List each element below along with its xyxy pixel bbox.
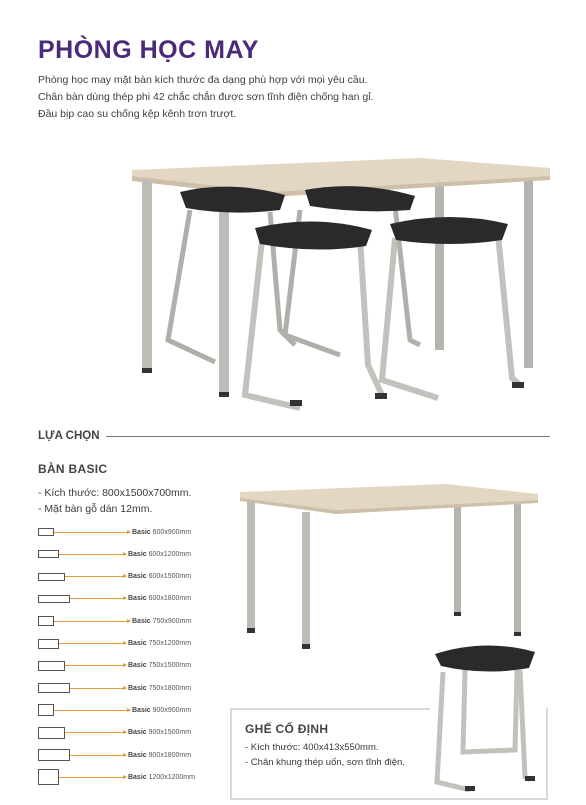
table-size-shape <box>38 550 59 558</box>
table-size-item <box>38 747 191 763</box>
size-value: 1200x1200mm <box>148 773 195 781</box>
size-brand: Basic <box>128 751 147 759</box>
size-brand: Basic <box>132 617 151 625</box>
arrow-icon <box>54 532 130 533</box>
size-brand: Basic <box>128 684 147 692</box>
table-size-item <box>38 725 191 741</box>
table-size-label <box>128 729 191 736</box>
table-size-shape <box>38 727 65 739</box>
arrow-icon <box>54 621 130 622</box>
arrow-icon <box>70 598 126 599</box>
table-size-shape <box>38 769 59 785</box>
size-value: 750x1800mm <box>148 684 192 692</box>
basic-table-image <box>236 482 546 652</box>
table-size-item <box>38 613 191 629</box>
size-value: 600x1500mm <box>148 573 192 581</box>
table-size-item <box>38 569 191 585</box>
fixed-chair-specs <box>245 740 405 770</box>
size-value: 600x1200mm <box>148 550 192 558</box>
table-size-shape <box>38 661 65 671</box>
table-size-item <box>38 591 191 607</box>
size-value: 900x1800mm <box>148 751 192 759</box>
size-brand: Basic <box>127 729 147 737</box>
arrow-icon <box>59 643 126 644</box>
arrow-icon <box>59 554 126 555</box>
spec-line: - Kích thước: 400x413x550mm. <box>245 742 379 753</box>
size-value: 600x900mm <box>152 528 192 536</box>
table-size-label <box>128 551 191 558</box>
fixed-chair-title: GHẾ CỐ ĐỊNH <box>245 722 329 736</box>
table-size-item <box>38 680 191 696</box>
size-brand: Basic <box>127 773 147 781</box>
table-size-shape <box>38 749 70 761</box>
table-size-label <box>128 573 191 580</box>
size-value: 600x1800mm <box>148 595 192 603</box>
size-brand: Basic <box>132 706 151 714</box>
size-brand: Basic <box>128 595 147 603</box>
basic-table-title: BÀN BASIC <box>38 462 108 476</box>
table-size-shape <box>38 683 70 693</box>
table-size-label <box>132 707 191 714</box>
table-size-item <box>38 769 195 785</box>
spec-line: - Mặt bàn gỗ dán 12mm. <box>38 503 153 515</box>
arrow-icon <box>54 710 130 711</box>
size-brand: Basic <box>127 550 147 558</box>
spec-line: - Kích thước: 800x1500x700mm. <box>38 487 192 499</box>
arrow-icon <box>59 777 126 778</box>
table-size-item <box>38 636 191 652</box>
table-size-shape <box>38 528 54 536</box>
options-heading-label: LỰA CHỌN <box>38 430 100 442</box>
size-value: 900x1500mm <box>148 729 192 737</box>
table-size-label <box>128 595 191 602</box>
classroom-table-with-stools-image <box>120 150 560 420</box>
intro-line: Chân bàn dùng thép phi 42 chắc chắn được sơn tĩnh điện chống han gỉ. <box>38 91 374 103</box>
table-size-item <box>38 524 191 540</box>
fixed-chair-image <box>425 632 545 792</box>
size-value: 900x900mm <box>152 706 192 714</box>
table-size-shape <box>38 704 54 716</box>
table-size-item <box>38 546 191 562</box>
size-value: 750x1200mm <box>148 640 192 647</box>
heading-rule <box>106 436 551 437</box>
arrow-icon <box>70 688 126 689</box>
table-size-label <box>128 685 191 692</box>
arrow-icon <box>70 755 126 756</box>
basic-table-specs <box>38 485 191 517</box>
size-brand: Basic <box>127 662 147 670</box>
table-size-item <box>38 658 191 674</box>
table-size-label <box>128 774 195 781</box>
intro-text <box>38 72 458 123</box>
page-title: PHÒNG HỌC MAY <box>38 36 259 64</box>
arrow-icon <box>65 732 126 733</box>
options-section-heading <box>38 430 550 442</box>
size-brand: Basic <box>127 640 147 647</box>
spec-line: - Chân khung thép uốn, sơn tĩnh điện. <box>245 757 405 768</box>
size-brand: Basic <box>132 528 151 536</box>
table-size-label <box>132 618 191 625</box>
size-brand: Basic <box>127 573 147 581</box>
table-size-shape <box>38 616 54 626</box>
arrow-icon <box>65 665 126 666</box>
table-size-shape <box>38 573 65 581</box>
table-size-label <box>128 662 191 669</box>
size-value: 750x1500mm <box>148 662 192 670</box>
table-size-shape <box>38 595 70 603</box>
size-value: 750x900mm <box>152 617 192 625</box>
intro-line: Đầu bịp cao su chống kệp kênh trơn trượt. <box>38 108 237 120</box>
arrow-icon <box>65 576 126 577</box>
table-size-shape <box>38 639 59 649</box>
table-size-label <box>128 752 191 759</box>
intro-line: Phòng học may mặt bàn kích thước đa dạng phù hợp với mọi yêu cầu. <box>38 74 368 86</box>
table-size-item <box>38 702 191 718</box>
table-size-label <box>128 640 191 647</box>
table-size-label <box>132 529 191 536</box>
